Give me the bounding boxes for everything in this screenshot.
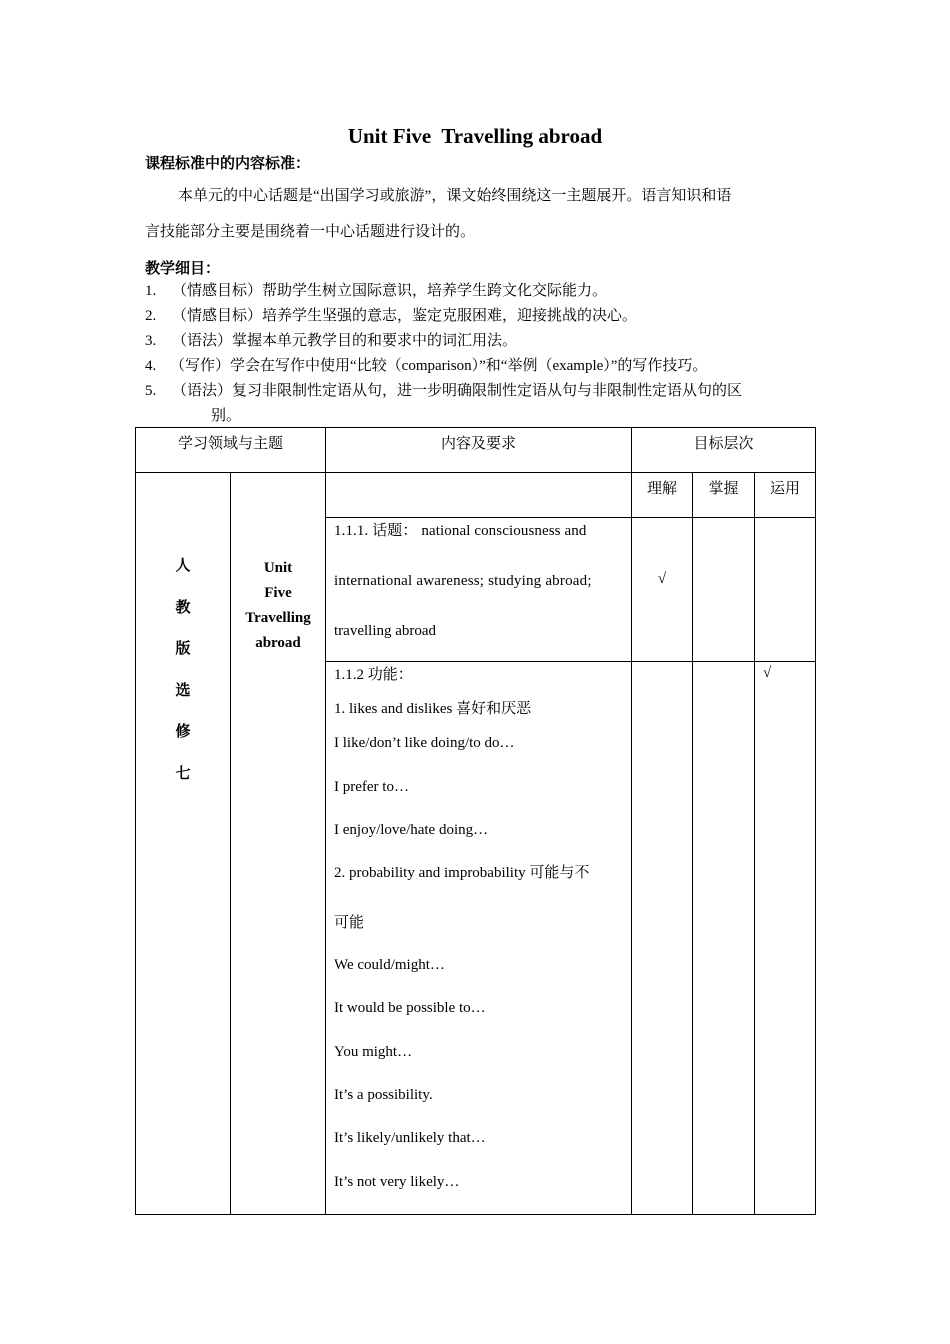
- textbook-char: 选: [175, 680, 191, 699]
- detail-text: （写作）学会在写作中使用“比较（comparison）”和“举例（example）”的写作技巧。: [170, 358, 708, 374]
- standards-paragraph-line2: 言技能部分主要是围绕着一中心话题进行设计的。: [145, 224, 476, 240]
- detail-text-continuation: 别。: [211, 408, 242, 424]
- row2-apply-check: √: [755, 662, 816, 1215]
- function-line: 1.1.2 功能：: [334, 667, 413, 683]
- standards-paragraph-line1: 本单元的中心话题是“出国学习或旅游”，课文始终围绕这一主题展开。语言知识和语: [178, 188, 732, 204]
- detail-number: 5.: [145, 383, 157, 399]
- objectives-table: [135, 427, 816, 1215]
- details-heading: 教学细目：: [145, 259, 221, 277]
- function-line: You might…: [334, 1044, 413, 1060]
- row1-understand-check: √: [632, 518, 693, 662]
- detail-number: 4.: [145, 358, 157, 374]
- function-line: 1. likes and dislikes 喜好和厌恶: [334, 701, 532, 717]
- function-line: It would be possible to…: [334, 1000, 486, 1016]
- row1-apply-check: [755, 518, 816, 662]
- unit-line: Travelling: [245, 610, 311, 626]
- standards-heading: 课程标准中的内容标准：: [145, 154, 311, 172]
- detail-text: （语法）复习非限制性定语从句，进一步明确限制性定语从句与非限制性定语从句的区: [172, 383, 743, 399]
- level-master: 掌握: [693, 473, 755, 518]
- function-line: I like/don’t like doing/to do…: [334, 735, 515, 751]
- row2-understand-check: [632, 662, 693, 1215]
- textbook-char: 人: [175, 556, 191, 574]
- detail-number: 3.: [145, 333, 157, 349]
- unit-line: abroad: [255, 635, 301, 651]
- level-understand: 理解: [632, 473, 693, 518]
- unit-line: Unit: [263, 560, 293, 576]
- function-line: We could/might…: [334, 957, 445, 973]
- row2-master-check: [693, 662, 755, 1215]
- unit-line: Five: [264, 585, 292, 601]
- detail-text: （情感目标）培养学生坚强的意志，鉴定克服困难，迎接挑战的决心。: [172, 308, 638, 324]
- unit-label: [231, 473, 326, 1215]
- function-line: 2. probability and improbability 可能与不: [334, 865, 590, 881]
- textbook-label: [136, 473, 231, 1215]
- function-line: It’s a possibility.: [334, 1087, 433, 1103]
- textbook-char: 修: [175, 722, 191, 741]
- textbook-char: 教: [175, 597, 191, 616]
- page-title: Unit Five Travelling abroad: [347, 124, 603, 148]
- function-line: I prefer to…: [334, 779, 409, 795]
- header-content: 内容及要求: [326, 428, 632, 473]
- topic-line: travelling abroad: [334, 623, 437, 639]
- function-line: It’s not very likely…: [334, 1174, 460, 1190]
- detail-number: 2.: [145, 308, 157, 324]
- topic-content: [326, 518, 632, 662]
- detail-text: （语法）掌握本单元教学目的和要求中的词汇用法。: [172, 333, 518, 349]
- topic-line: 1.1.1. 话题： national consciousness and: [334, 523, 587, 539]
- function-content: [326, 662, 632, 1215]
- detail-text: （情感目标）帮助学生树立国际意识，培养学生跨文化交际能力。: [172, 283, 608, 299]
- detail-number: 1.: [145, 283, 157, 299]
- header-level: 目标层次: [632, 428, 816, 473]
- content-empty-cell: [326, 473, 632, 518]
- topic-line: international awareness; studying abroad;: [334, 573, 592, 589]
- level-apply: 运用: [755, 473, 816, 518]
- function-line: It’s likely/unlikely that…: [334, 1130, 486, 1146]
- row1-master-check: [693, 518, 755, 662]
- textbook-char: 七: [175, 763, 191, 782]
- function-line: 可能: [334, 915, 365, 931]
- textbook-char: 版: [175, 639, 191, 658]
- function-line: I enjoy/love/hate doing…: [334, 822, 489, 838]
- header-domain: 学习领域与主题: [136, 428, 326, 473]
